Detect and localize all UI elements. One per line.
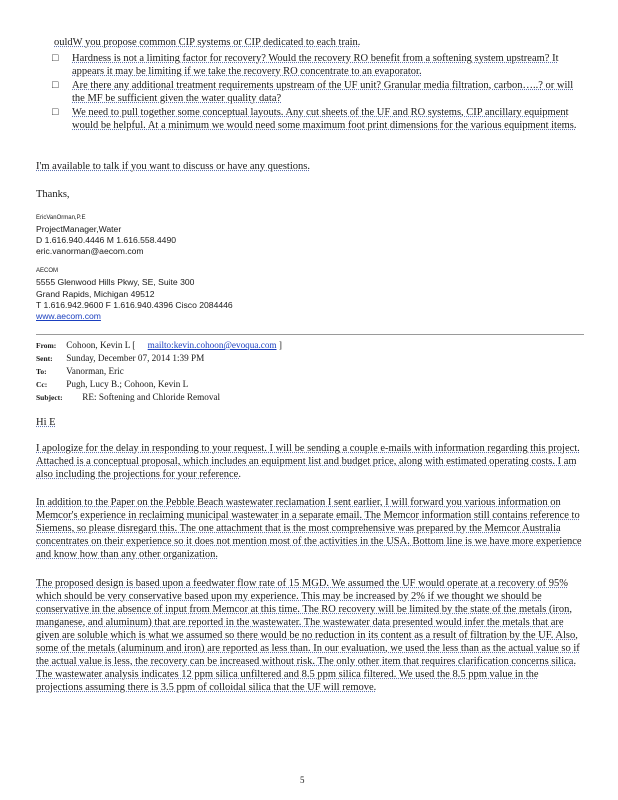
signature-phones-2: T 1.616.942.9600 F 1.616.940.4396 Cisco 2084446 <box>36 300 233 310</box>
intro-question: ouldW you propose common CIP systems or CIP dedicated to each train. <box>54 37 361 48</box>
page-number: 5 <box>300 775 305 785</box>
thanks-line: Thanks, <box>36 189 70 200</box>
checkbox-bullet-icon: □ <box>52 80 59 91</box>
checkbox-bullet-icon: □ <box>52 107 59 118</box>
signature-address-1: 5555 Glenwood Hills Pkwy, SE, Suite 300 <box>36 277 195 287</box>
to-value: Vanorman, Eric <box>66 366 124 376</box>
signature-phones: D 1.616.940.4446 M 1.616.558.4490 <box>36 235 177 245</box>
body-paragraph-2: In addition to the Paper on the Pebble Beach wastewater reclamation I sent earlier, I will forward you various information on Memcor's experience in reclaiming municipal wastewater in a separate email. The Memcor information still contains reference to Siemens, so please disregard this. The one attachment that is the most comprehensive was prepared by the Memcor Australia concentrates on their experience so it does not mention most of the activities in the USA. Bottom line is we have more experience and know how than any other organization. <box>36 497 582 560</box>
cc-label: Cc: <box>36 380 48 389</box>
bullet-text: Hardness is not a limiting factor for recovery? Would the recovery RO benefit from a softening system upstream? It appears it may be limiting if we take the recovery RO concentrate to an evaporator. <box>72 53 559 77</box>
signature-website-link[interactable]: www.aecom.com <box>36 311 101 321</box>
body-paragraph-3: The proposed design is based upon a feedwater flow rate of 15 MGD. We assumed the UF would operate at a recovery of 95% which should be very conservative based upon my experience. This may be increased by 2% if we thought we should be conservative in the absence of input from Memcor at this time. The RO recovery will be limited by the state of the metals (iron, manganese, and aluminum) that are reported in the wastewater. The wastewater data presented would infer the metals that are given are soluble which is what we assumed so there would be no reduction in its content as a result of filtration by the UF. Also, some of the metals (aluminum and iron) are reported as less than. In our evaluation, we used the less than as the actual value so if the actual value is less, the recovery can be increased without risk. The only other item that requires clarification concerns silica. The wastewater analysis indicates 12 ppm silica unfiltered and 8.5 ppm silica filtered. We used the 8.5 ppm value in the projections assuming there is 3.5 ppm of colloidal silica that the UF will remove. <box>36 578 580 693</box>
signature-title: ProjectManager,Water <box>36 224 122 234</box>
greeting: Hi E <box>36 417 56 428</box>
bullet-text: Are there any additional treatment requirements upstream of the UF unit? Granular media filtration, carbon…..? or will the MF be sufficient given the water quality data? <box>72 80 574 104</box>
to-label: To: <box>36 367 47 376</box>
signature-address-2: Grand Rapids, Michigan 49512 <box>36 289 155 299</box>
cc-value: Pugh, Lucy B.; Cohoon, Kevin L <box>66 379 189 389</box>
bullet-text: We need to pull together some conceptual layouts. Any cut sheets of the UF and RO systems, CIP ancillary equipment would be helpful. At a minimum we would need some maximum foot print dimensions for the various equipment items. <box>72 107 577 131</box>
sent-label: Sent: <box>36 354 53 363</box>
email-sent-row <box>36 353 204 364</box>
signature-email: eric.vanorman@aecom.com <box>36 246 144 256</box>
body-paragraph-1: I apologize for the delay in responding to your request. I will be sending a couple e-mails with information regarding this project. Attached is a conceptual proposal, which includes an equipment list and budget price, along with estimated operating costs. I am also including the projections for your reference. <box>36 443 580 480</box>
signature-name: EricVanOrman,P.E <box>36 215 86 221</box>
email-from-row <box>36 340 282 351</box>
from-email-link[interactable]: mailto:kevin.cohoon@evoqua.com <box>147 340 277 350</box>
email-cc-row <box>36 379 188 390</box>
subject-label: Subject: <box>36 393 63 402</box>
subject-value: RE: Softening and Chloride Removal <box>82 392 221 402</box>
email-to-row <box>36 366 124 377</box>
signature-company: AECOM <box>36 268 59 274</box>
from-name: Cohoon, Kevin L [ <box>66 340 136 350</box>
from-close: ] <box>278 340 282 350</box>
email-subject-row <box>36 392 220 403</box>
header-divider <box>36 334 584 335</box>
from-label: From: <box>36 341 57 350</box>
checkbox-bullet-icon: □ <box>52 53 59 64</box>
available-line: I'm available to talk if you want to discuss or have any questions. <box>36 161 310 172</box>
sent-value: Sunday, December 07, 2014 1:39 PM <box>66 353 205 363</box>
